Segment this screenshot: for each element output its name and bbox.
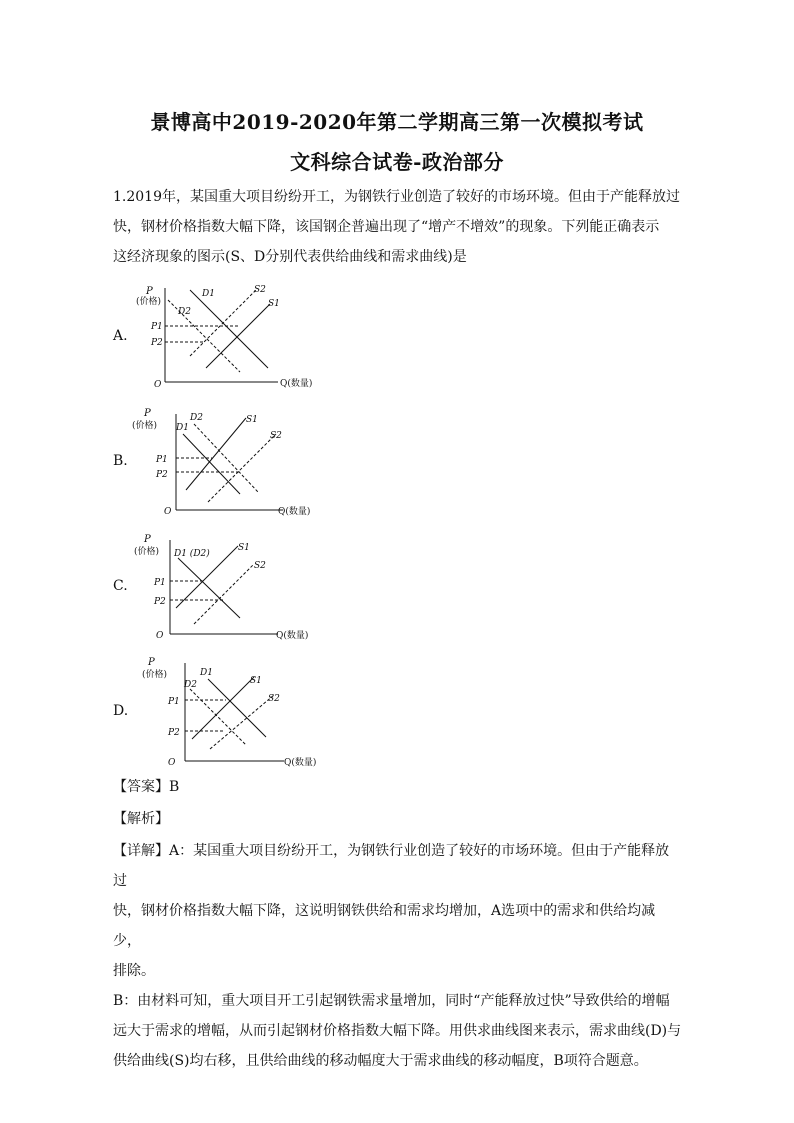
p2-label: P2 [151, 338, 163, 348]
option-d-letter: D. [113, 703, 129, 719]
d1-label: D1 (D2) [174, 549, 210, 559]
option-a-graph [128, 280, 348, 400]
p-axis-label: P [146, 286, 153, 297]
answer-tag: 【答案】 [113, 779, 169, 795]
origin-label: O [164, 507, 172, 517]
stem-line: 1.2019年，某国重大项目纷纷开工，为钢铁行业创造了较好的市场环境。但由于产能释放过 [113, 189, 680, 205]
d2-label: D2 [190, 413, 203, 423]
answer-line [113, 772, 683, 802]
option-b-letter: B. [113, 453, 128, 469]
s2-label: S2 [270, 431, 282, 441]
q-axis-label: Q(数量) [276, 631, 309, 641]
stem-line: 这经济现象的图示(S、D分别代表供给曲线和需求曲线)是 [113, 249, 467, 265]
p-axis-label: P [148, 657, 155, 668]
s2-label: S2 [254, 285, 266, 295]
q-axis-label: Q(数量) [278, 507, 311, 517]
p2-label: P2 [168, 728, 180, 738]
analysis-body [113, 836, 683, 1076]
p-unit-label: (价格) [142, 670, 168, 680]
s1-label: S1 [246, 415, 258, 425]
origin-label: O [154, 380, 162, 390]
question-stem [113, 182, 683, 272]
stem-line: 快，钢材价格指数大幅下降，该国钢企普遍出现了“增产不增效”的现象。下列能正确表示 [113, 219, 660, 235]
analysis-line: 排除。 [113, 963, 155, 979]
p1-label: P1 [151, 322, 163, 332]
d2-label: D2 [178, 307, 191, 317]
page-title: 景博高中2019-2020年第二学期高三第一次模拟考试 [150, 110, 644, 134]
analysis-line: B：由材料可知，重大项目开工引起钢铁需求量增加，同时“产能释放过快”导致供给的增幅 [113, 993, 670, 1009]
analysis-tag: 【解析】 [113, 811, 169, 827]
origin-label: O [156, 631, 164, 641]
option-d-graph [128, 655, 348, 775]
origin-label: O [168, 758, 176, 768]
p-axis-label: P [144, 408, 151, 419]
option-c-letter: C. [113, 578, 128, 594]
p2-label: P2 [154, 597, 166, 607]
page-subtitle: 文科综合试卷-政治部分 [290, 150, 504, 174]
s1-label: S1 [238, 543, 250, 553]
option-a-letter: A. [113, 328, 128, 344]
d1-label: D1 [200, 668, 213, 678]
q-axis-label: Q(数量) [280, 379, 313, 389]
s1-label: S1 [268, 299, 280, 309]
p1-label: P1 [168, 697, 180, 707]
analysis-line: 远大于需求的增幅，从而引起钢材价格指数大幅下降。用供求曲线图来表示，需求曲线(D)与 [113, 1023, 682, 1039]
analysis-line: 【详解】A：某国重大项目纷纷开工，为钢铁行业创造了较好的市场环境。但由于产能释放过 [113, 843, 670, 889]
p-axis-label: P [144, 534, 151, 545]
p1-label: P1 [154, 578, 166, 588]
p-unit-label: (价格) [132, 421, 158, 431]
d1-label: D1 [202, 289, 215, 299]
d1-label: D1 [176, 423, 189, 433]
s2-label: S2 [268, 694, 280, 704]
answer-value: B [169, 779, 180, 795]
p1-label: P1 [156, 455, 168, 465]
analysis-line: 供给曲线(S)均右移，且供给曲线的移动幅度大于需求曲线的移动幅度，B项符合题意。 [113, 1053, 648, 1069]
option-c-graph [128, 530, 348, 650]
s2-label: S2 [254, 561, 266, 571]
p-unit-label: (价格) [136, 297, 162, 307]
p2-label: P2 [156, 470, 168, 480]
d2-label: D2 [184, 680, 197, 690]
analysis-line: 快，钢材价格指数大幅下降，这说明钢铁供给和需求均增加，A选项中的需求和供给均减少， [113, 903, 656, 949]
p-unit-label: (价格) [134, 547, 160, 557]
option-b-graph [128, 404, 348, 524]
q-axis-label: Q(数量) [284, 758, 317, 768]
s1-label: S1 [250, 676, 262, 686]
